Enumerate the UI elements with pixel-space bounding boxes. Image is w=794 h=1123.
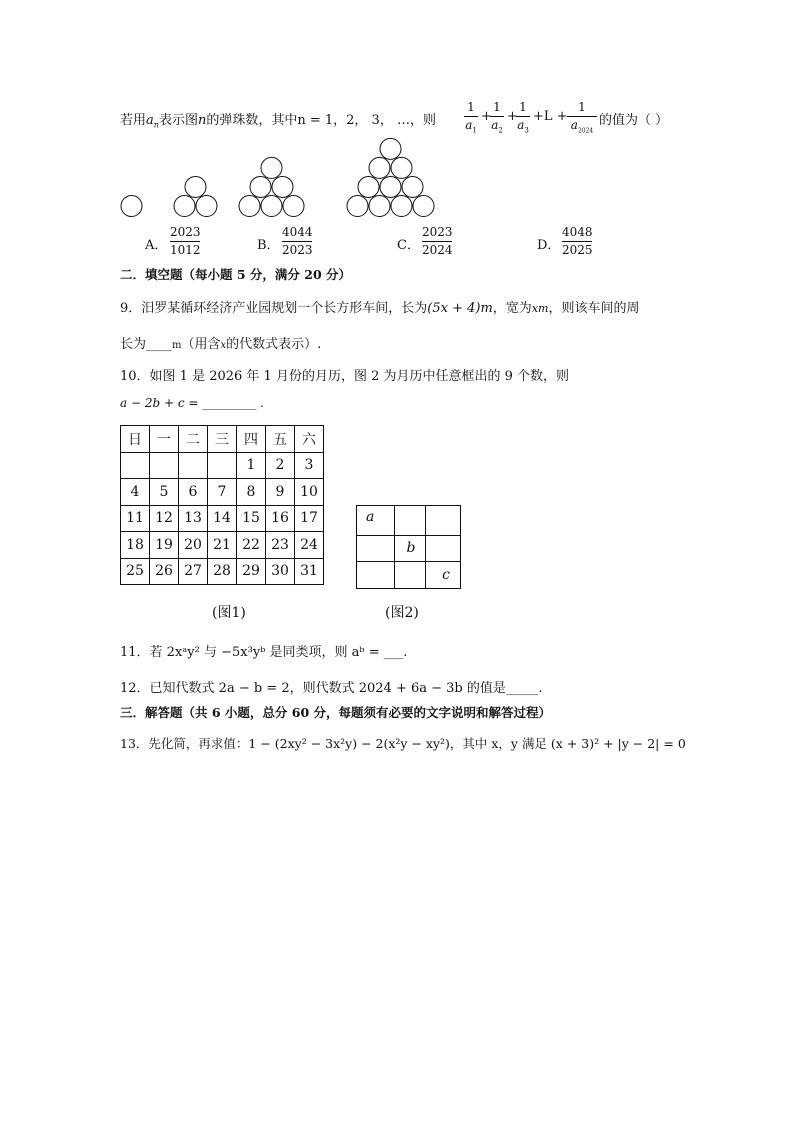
q8-stem-condition: n = 1，2， 3， …，则: [297, 113, 436, 128]
option-b-label: B．: [257, 238, 280, 253]
marble: [413, 196, 434, 217]
q8-ellipsis: +L +: [533, 109, 568, 124]
option-d-fraction: 4048 2025: [562, 225, 593, 257]
figure-2-caption: (图2): [385, 605, 419, 621]
grid-cell: [395, 562, 426, 589]
day-cell: 29: [237, 558, 266, 585]
q8-stem-text-3: 的弹珠数，其中: [206, 113, 298, 128]
marble: [358, 176, 379, 197]
day-cell: 23: [266, 532, 295, 559]
day-cell: 24: [295, 532, 324, 559]
day-cell: 8: [237, 479, 266, 506]
q10-line-2: a − 2b + c = _________ .: [120, 396, 264, 410]
day-cell: 18: [121, 532, 150, 559]
grid-cell-b: b: [395, 535, 426, 562]
q8-frac-3: 1 $a_3$: [517, 100, 529, 135]
weekday-cell: 日: [121, 426, 150, 453]
q8-frac-2: 1 $a_2$: [491, 100, 503, 135]
marble: [402, 176, 423, 197]
calendar-header-row: [121, 426, 324, 453]
marble: [272, 176, 293, 197]
day-cell: 26: [150, 558, 179, 585]
weekday-cell: 五: [266, 426, 295, 453]
day-cell: 15: [237, 505, 266, 532]
option-c-label: C．: [397, 238, 420, 253]
marble: [380, 176, 401, 197]
weekday-cell: 六: [295, 426, 324, 453]
marble: [369, 196, 390, 217]
day-cell: 21: [208, 532, 237, 559]
figure-1-caption: (图1): [212, 605, 246, 621]
day-cell: 6: [179, 479, 208, 506]
day-cell: 12: [150, 505, 179, 532]
calendar-week-row: [121, 505, 324, 532]
marble: [261, 196, 282, 217]
option-c-fraction: 2023 2024: [422, 225, 453, 257]
day-cell: [208, 452, 237, 479]
marble: [380, 138, 401, 159]
q9-width-expr: xm: [531, 302, 549, 315]
day-cell: 27: [179, 558, 208, 585]
marbles-groups: [121, 138, 434, 216]
q8-var-a: a: [146, 113, 154, 128]
marble: [261, 157, 282, 178]
day-cell: 10: [295, 479, 324, 506]
calendar-week-row: [121, 532, 324, 559]
option-d-label: D．: [537, 238, 561, 253]
q8-frac-4: 1 $a_{2024}$: [567, 100, 597, 138]
section-3-heading: 三．解答题（共 6 小题，总分 60 分，每题须有必要的文字说明和解答过程）: [120, 705, 552, 720]
q12-text: 12．已知代数式 2a − b = 2，则代数式 2024 + 6a − 3b 的值是_____.: [120, 681, 543, 696]
q8-frac-1: 1 $a_1$: [465, 100, 477, 135]
q8-plus-2: +: [507, 109, 518, 124]
day-cell: 30: [266, 558, 295, 585]
day-cell: 11: [121, 505, 150, 532]
day-cell: 28: [208, 558, 237, 585]
calendar-week-row: [121, 452, 324, 479]
marble: [369, 157, 390, 178]
weekday-cell: 一: [150, 426, 179, 453]
grid-cell-a: a: [357, 506, 395, 536]
marbles-figure: [115, 130, 445, 220]
grid-row: [357, 535, 461, 562]
day-cell: 14: [208, 505, 237, 532]
day-cell: [150, 452, 179, 479]
marble: [174, 196, 195, 217]
weekday-cell: 二: [179, 426, 208, 453]
option-a-fraction: 2023 1012: [170, 225, 201, 257]
grid-cell: [426, 506, 461, 536]
marble: [196, 196, 217, 217]
q13-text: 13．先化简，再求值：1 − (2xy² − 3x²y) − 2(x²y − xy²)，其中 x，y 满足 (x + 3)² + |y − 2| = 0: [120, 736, 686, 751]
day-cell: 4: [121, 479, 150, 506]
option-a-label: A．: [145, 238, 168, 253]
day-cell: 5: [150, 479, 179, 506]
day-cell: 2: [266, 452, 295, 479]
q9-length-expr: (5x + 4)m: [427, 301, 493, 316]
q8-stem-text: 若用: [120, 113, 147, 128]
grid-cell: [357, 535, 395, 562]
q8-stem: [120, 109, 436, 130]
day-cell: 16: [266, 505, 295, 532]
grid-row: [357, 562, 461, 589]
option-b-fraction: 4044 2023: [282, 225, 313, 257]
day-cell: 31: [295, 558, 324, 585]
weekday-cell: 三: [208, 426, 237, 453]
q8-stem-text-2: 表示图: [158, 113, 198, 128]
grid-cell: [426, 535, 461, 562]
day-cell: 9: [266, 479, 295, 506]
calendar-table: [120, 425, 324, 585]
grid-cell: [395, 506, 426, 536]
marble: [391, 196, 412, 217]
marble: [283, 196, 304, 217]
day-cell: 17: [295, 505, 324, 532]
calendar-week-row: [121, 479, 324, 506]
q8-stem-end: 的值为（ ）: [599, 113, 669, 128]
grid-row: [357, 506, 461, 536]
day-cell: [121, 452, 150, 479]
q8-plus: +: [481, 109, 492, 124]
section-2-heading: 二．填空题（每小题 5 分，满分 20 分）: [120, 267, 352, 282]
day-cell: 25: [121, 558, 150, 585]
weekday-cell: 四: [237, 426, 266, 453]
marble: [121, 196, 142, 217]
day-cell: 22: [237, 532, 266, 559]
day-cell: 3: [295, 452, 324, 479]
day-cell: [179, 452, 208, 479]
q8-var-n: n: [197, 113, 207, 128]
grid-cell: [357, 562, 395, 589]
marble: [391, 157, 412, 178]
q10-line-1: 10．如图 1 是 2026 年 1 月份的月历，图 2 为月历中任意框出的 9 个数，则: [120, 369, 570, 384]
marble: [250, 176, 271, 197]
q8-var-sub: n: [153, 120, 159, 130]
day-cell: 20: [179, 532, 208, 559]
day-cell: 19: [150, 532, 179, 559]
marble: [239, 196, 260, 217]
grid-cell-c: c: [426, 562, 461, 589]
day-cell: 1: [237, 452, 266, 479]
marble: [347, 196, 368, 217]
calendar-week-row: [121, 558, 324, 585]
day-cell: 13: [179, 505, 208, 532]
marble: [185, 176, 206, 197]
day-cell: 7: [208, 479, 237, 506]
q9-line-2: 长为____m（用含x的代数式表示）.: [120, 337, 322, 352]
nine-number-grid: [356, 505, 461, 589]
q11-text: 11．若 2xᵃy² 与 −5x³yᵇ 是同类项，则 aᵇ = ___.: [120, 645, 408, 660]
q9-line-1: 9．汨罗某循环经济产业园规划一个长方形车间，长为(5x + 4)m，宽为xm，则该车间的周: [120, 301, 640, 316]
